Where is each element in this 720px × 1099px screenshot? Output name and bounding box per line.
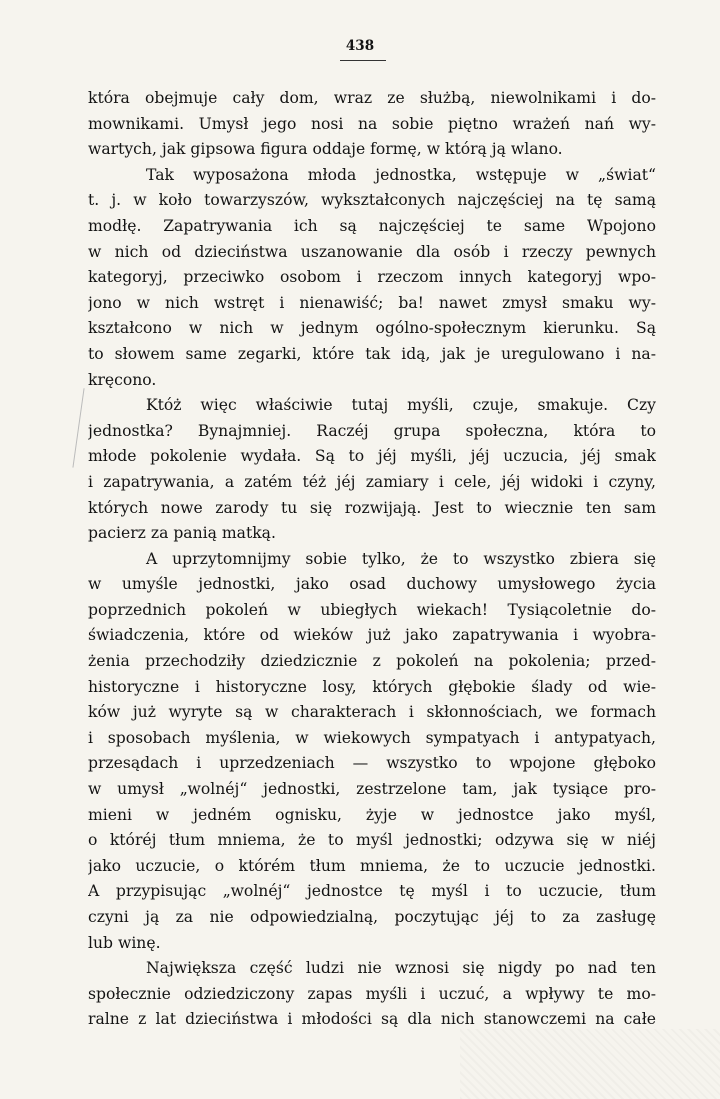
text-line: Któż więc właściwie tutaj myśli, czuje, smakuje. Czy [146,396,656,415]
text-line: kształcono w nich w jednym ogólno-społecznym kierunku. Są [88,319,656,338]
text-line: i zapatrywania, a zatém téż jéj zamiary i cele, jéj widoki i czyny, [88,472,656,491]
margin-pencil-mark [72,388,85,467]
text-line: modłę. Zapatrywania ich są najczęściej te same Wpojono [88,216,656,235]
text-line: A przypisując „wolnéj“ jednostce tę myśl i to uczucie, tłum [88,882,656,901]
text-line: pacierz za panią matką. [88,524,276,543]
text-line: ralne z lat dzieciństwa i młodości są dla nich stanowczemi na całe [88,1010,656,1029]
text-line: w umyśle jednostki, jako osad duchowy umysłowego życia [88,575,656,594]
page-number-rule [340,60,386,61]
text-line: historyczne i historyczne losy, których głębokie ślady od wie- [88,677,656,696]
text-line: jono w nich wstręt i nienawiść; ba! nawet zmysł smaku wy- [88,293,656,312]
text-line: ków już wyryte są w charakterach i skłonnościach, we formach [88,703,656,722]
text-line: których nowe zarody tu się rozwijają. Jest to wiecznie ten sam [88,498,656,517]
text-line: czyni ją za nie odpowiedzialną, poczytując jéj to za zasługę [88,908,656,926]
text-line: żenia przechodziły dziedzicznie z pokoleń na pokolenia; przed- [88,652,656,671]
text-line: kategoryj, przeciwko osobom i rzeczom innych kategoryj wpo- [88,268,656,287]
text-line: przesądach i uprzedzeniach — wszystko to wpojone głęboko [88,754,656,773]
text-line: kręcono. [88,370,157,389]
text-line: społecznie odziedziczony zapas myśli i uczuć, a wpływy te mo- [88,984,656,1003]
text-line: mownikami. Umysł jego nosi na sobie piętno wrażeń nań wy- [88,114,656,133]
text-line: A uprzytomnijmy sobie tylko, że to wszystko zbiera się [146,549,656,568]
text-line: wartych, jak gipsowa figura oddaje formę, w którą ją wlano. [88,140,563,159]
text-line: świadczenia, które od wieków już jako zapatrywania i wyobra- [88,626,656,645]
text-line: Tak wyposażona młoda jednostka, wstępuje w „świat“ [146,165,656,184]
text-line: t. j. w koło towarzyszów, wykształconych najczęściej na tę samą [88,191,656,210]
text-line: w nich od dzieciństwa uszanowanie dla osób i rzeczy pewnych [88,242,656,261]
paper-texture [460,1029,720,1099]
text-line: która obejmuje cały dom, wraz ze służbą, niewolnikami i do- [88,89,656,107]
body-text [88,86,656,1033]
text-line: to słowem same zegarki, które tak idą, jak je uregulowano i na- [88,344,656,363]
text-line: mieni w jedném ognisku, żyje w jednostce jako myśl, [88,805,656,824]
text-line: w umysł „wolnéj“ jednostki, zestrzelone tam, jak tysiące pro- [88,780,656,799]
text-line: jednostka? Bynajmniej. Raczéj grupa społeczna, która to [88,421,656,440]
text-line: o któréj tłum mniema, że to myśl jednostki; odzywa się w niéj [88,831,656,850]
text-line: jako uczucie, o którém tłum mniema, że to uczucie jednostki. [88,856,656,875]
text-line: lub winę. [88,933,161,952]
text-line: młode pokolenie wydała. Są to jéj myśli, jéj uczucia, jéj smak [88,447,656,466]
text-line: i sposobach myślenia, w wiekowych sympatyach i antypatyach, [88,728,656,747]
page-number: 438 [345,38,375,54]
text-line: Największa część ludzi nie wznosi się nigdy po nad ten [146,959,656,978]
text-line: poprzednich pokoleń w ubiegłych wiekach! Tysiącoletnie do- [88,600,656,619]
